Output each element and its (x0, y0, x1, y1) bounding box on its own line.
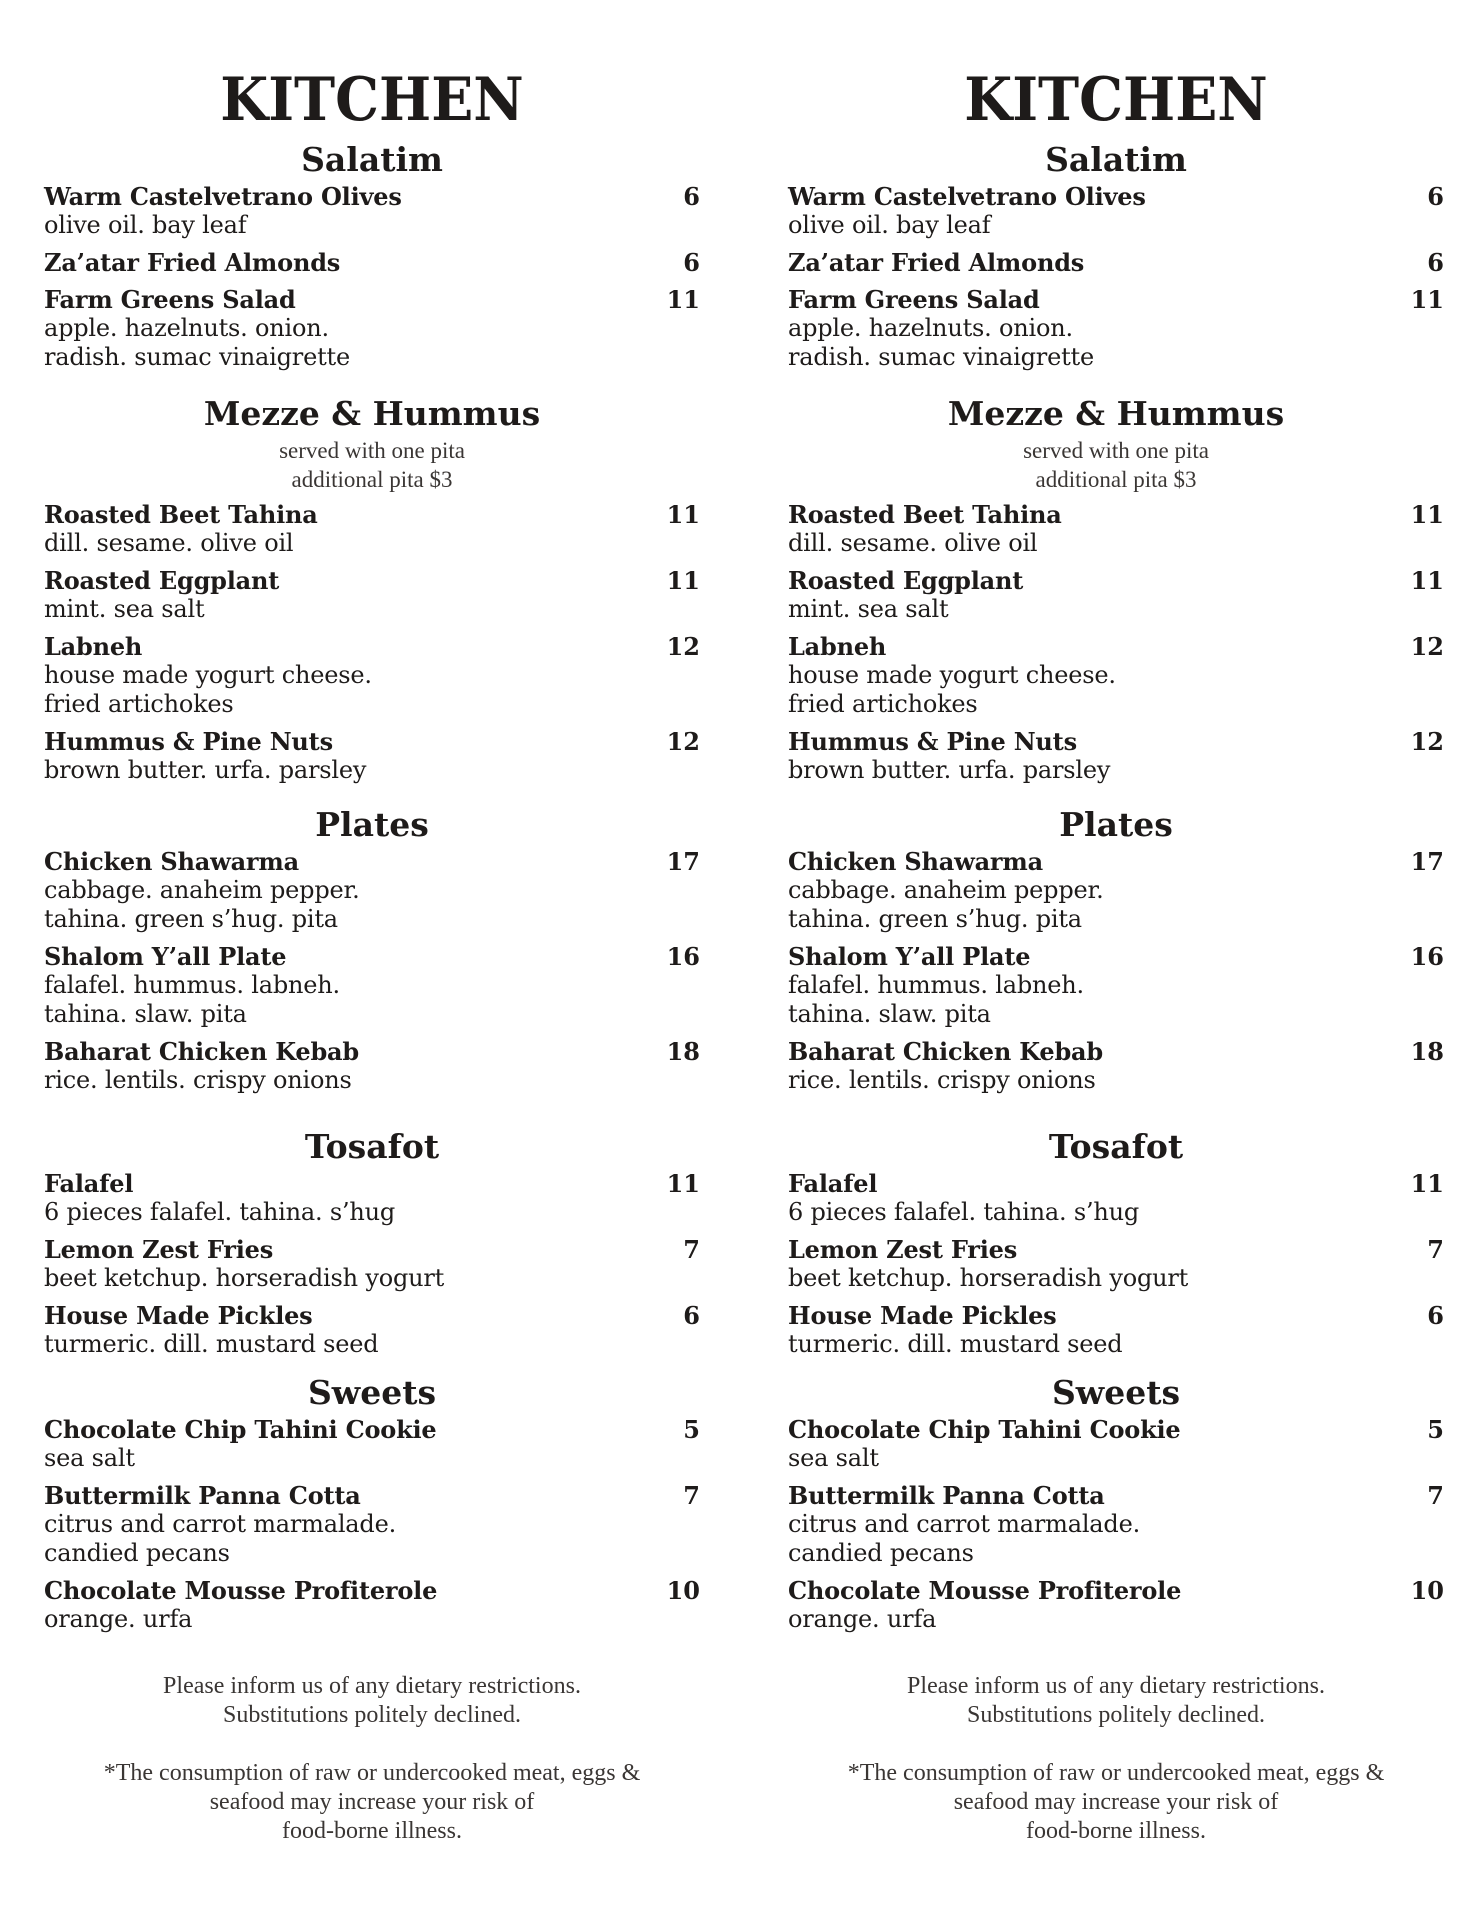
menu-item-price: 12 (1410, 727, 1444, 756)
menu-section (44, 1125, 700, 1359)
menu-item (788, 566, 1444, 624)
menu-item-description: orange. urfa (44, 1605, 193, 1633)
menu-item-row (44, 1235, 700, 1264)
menu-sections (788, 138, 1444, 1634)
menu-item (44, 1235, 700, 1293)
dietary-note: Please inform us of any dietary restrictions. Substitutions politely declined. (907, 1673, 1325, 1728)
menu-item-price: 7 (1427, 1481, 1444, 1510)
menu-item-row (44, 727, 700, 756)
section-title: Mezze & Hummus (203, 394, 541, 433)
menu-item-description: turmeric. dill. mustard seed (788, 1330, 1123, 1358)
menu-item-name: Chocolate Mousse Profiterole (44, 1576, 438, 1605)
menu-item-price: 7 (683, 1235, 700, 1264)
menu-item-row (44, 1169, 700, 1198)
menu-item (788, 1415, 1444, 1473)
menu-item-description: apple. hazelnuts. onion. radish. sumac vinaigrette (44, 314, 350, 371)
menu-item (44, 847, 700, 934)
menu-item-price: 5 (1427, 1415, 1444, 1444)
menu-item-name: Warm Castelvetrano Olives (44, 182, 402, 211)
menu-item-price: 18 (666, 1037, 700, 1066)
menu-item-name: Roasted Beet Tahina (44, 500, 318, 529)
menu-item-price: 6 (1427, 1301, 1444, 1330)
menu-item-row (788, 566, 1444, 595)
menu-section (44, 138, 700, 372)
menu-item (788, 248, 1444, 277)
menu-item-description: dill. sesame. olive oil (788, 529, 1038, 557)
menu-item (44, 1301, 700, 1359)
menu-item (44, 632, 700, 719)
menu-item (788, 1301, 1444, 1359)
menu-item-price: 17 (666, 847, 700, 876)
menu-item-description: house made yogurt cheese. fried artichokes (44, 661, 372, 718)
menu-item (788, 1235, 1444, 1293)
menu-item-price: 10 (1410, 1576, 1444, 1605)
menu-item (788, 847, 1444, 934)
menu-item-price: 16 (1410, 942, 1444, 971)
section-title: Sweets (1051, 1373, 1181, 1412)
menu-item-price: 6 (683, 182, 700, 211)
menu-item (788, 942, 1444, 1029)
menu-item-name: Farm Greens Salad (788, 285, 1040, 314)
menu-item-name: Falafel (44, 1169, 134, 1198)
menu-item-price: 6 (683, 1301, 700, 1330)
menu-item-description: citrus and carrot marmalade. candied pecans (788, 1510, 1140, 1567)
menu-item-price: 11 (666, 500, 700, 529)
menu-item-row (788, 182, 1444, 211)
menu-item-row (788, 847, 1444, 876)
menu-column-left (44, 62, 700, 1846)
menu-item-price: 11 (666, 285, 700, 314)
menu-item-row (44, 1415, 700, 1444)
menu-item-row (788, 942, 1444, 971)
menu-item-row (44, 566, 700, 595)
menu-item-price: 11 (1410, 500, 1444, 529)
menu-item (44, 285, 700, 372)
section-title: Tosafot (1048, 1127, 1184, 1166)
menu-item-name: Buttermilk Panna Cotta (44, 1481, 361, 1510)
menu-item-description: dill. sesame. olive oil (44, 529, 294, 557)
menu-item-row (788, 1576, 1444, 1605)
menu-item-price: 6 (1427, 248, 1444, 277)
menu-item-description: cabbage. anaheim pepper. tahina. green s’hug. pita (44, 876, 360, 933)
menu-item-name: Chicken Shawarma (44, 847, 299, 876)
menu-item-row (788, 1037, 1444, 1066)
menu-item-name: Chocolate Mousse Profiterole (788, 1576, 1182, 1605)
menu-item (44, 182, 700, 240)
menu-item-price: 12 (666, 727, 700, 756)
menu-item-name: Za’atar Fried Almonds (788, 248, 1085, 277)
menu-item-description: apple. hazelnuts. onion. radish. sumac vinaigrette (788, 314, 1094, 371)
menu-item-row (44, 942, 700, 971)
menu-item (44, 727, 700, 785)
menu-item-price: 5 (683, 1415, 700, 1444)
menu-item-name: Baharat Chicken Kebab (44, 1037, 359, 1066)
section-title: Tosafot (304, 1127, 440, 1166)
menu-item (788, 727, 1444, 785)
menu-item-name: Shalom Y’all Plate (788, 942, 1031, 971)
menu-item-name: House Made Pickles (44, 1301, 313, 1330)
menu-item (44, 1169, 700, 1227)
menu-item-description: beet ketchup. horseradish yogurt (788, 1264, 1189, 1292)
menu-item (44, 1037, 700, 1095)
menu-item-description: rice. lentils. crispy onions (788, 1066, 1096, 1094)
menu-item-price: 11 (1410, 285, 1444, 314)
menu-item-description: sea salt (788, 1444, 879, 1472)
menu-item-description: mint. sea salt (788, 595, 949, 623)
menu-item-row (788, 1481, 1444, 1510)
section-title: Sweets (307, 1373, 437, 1412)
menu-item-row (44, 285, 700, 314)
menu-item-name: Roasted Beet Tahina (788, 500, 1062, 529)
menu-item (788, 1481, 1444, 1568)
menu-item-description: orange. urfa (788, 1605, 937, 1633)
kitchen-title: KITCHEN (964, 65, 1268, 135)
menu-section (44, 803, 700, 1095)
menu-item (788, 285, 1444, 372)
menu-section (44, 392, 700, 785)
menu-item-price: 10 (666, 1576, 700, 1605)
menu-item (44, 1481, 700, 1568)
section-title: Mezze & Hummus (947, 394, 1285, 433)
section-note: served with one pita (279, 438, 465, 463)
menu-item-price: 12 (1410, 632, 1444, 661)
menu-sections (44, 138, 700, 1634)
menu-item (788, 1169, 1444, 1227)
menu-item-name: Baharat Chicken Kebab (788, 1037, 1103, 1066)
section-title: Plates (315, 805, 429, 844)
menu-item-price: 11 (666, 566, 700, 595)
dietary-note: Please inform us of any dietary restrictions. Substitutions politely declined. (163, 1673, 581, 1728)
menu-item-row (788, 1235, 1444, 1264)
menu-item-price: 7 (1427, 1235, 1444, 1264)
menu-item-price: 17 (1410, 847, 1444, 876)
menu-item-row (44, 1301, 700, 1330)
menu-item-row (788, 1301, 1444, 1330)
menu-item-description: falafel. hummus. labneh. tahina. slaw. pita (44, 971, 340, 1028)
menu-item-row (44, 500, 700, 529)
menu-item (44, 500, 700, 558)
menu-item-description: mint. sea salt (44, 595, 205, 623)
kitchen-title: KITCHEN (220, 65, 524, 135)
menu-item-name: Hummus & Pine Nuts (44, 727, 333, 756)
menu-item-row (788, 1415, 1444, 1444)
menu-item (44, 248, 700, 277)
menu-footer (44, 1672, 700, 1846)
menu-item-row (44, 182, 700, 211)
menu-item-row (44, 248, 700, 277)
menu-item-row (788, 1169, 1444, 1198)
menu-item-name: Za’atar Fried Almonds (44, 248, 341, 277)
menu-item-name: Falafel (788, 1169, 878, 1198)
menu-item-name: Chicken Shawarma (788, 847, 1043, 876)
menu-item-name: Farm Greens Salad (44, 285, 296, 314)
menu-item-description: 6 pieces falafel. tahina. s’hug (788, 1198, 1140, 1226)
menu-item-price: 6 (683, 248, 700, 277)
section-title: Plates (1059, 805, 1173, 844)
menu-item-description: brown butter. urfa. parsley (788, 756, 1111, 784)
consumption-warning: *The consumption of raw or undercooked meat, eggs & seafood may increase your risk of food-borne illness. (847, 1760, 1385, 1844)
section-note: additional pita $3 (1035, 467, 1197, 492)
menu-item-row (788, 248, 1444, 277)
menu-item-description: citrus and carrot marmalade. candied pecans (44, 1510, 396, 1567)
menu-item (788, 632, 1444, 719)
menu-item (44, 942, 700, 1029)
menu-item-description: turmeric. dill. mustard seed (44, 1330, 379, 1358)
menu-item-description: house made yogurt cheese. fried artichokes (788, 661, 1116, 718)
menu-item-name: Hummus & Pine Nuts (788, 727, 1077, 756)
menu-item (788, 1576, 1444, 1634)
menu-item (44, 1415, 700, 1473)
menu-item-price: 11 (1410, 566, 1444, 595)
menu-section (788, 392, 1444, 785)
menu-item-price: 6 (1427, 182, 1444, 211)
menu-item (44, 1576, 700, 1634)
menu-item-price: 11 (666, 1169, 700, 1198)
menu-item-description: brown butter. urfa. parsley (44, 756, 367, 784)
menu-section (44, 1371, 700, 1634)
menu-column-right (788, 62, 1444, 1846)
menu-item-price: 12 (666, 632, 700, 661)
menu-item-description: beet ketchup. horseradish yogurt (44, 1264, 445, 1292)
menu-item-name: House Made Pickles (788, 1301, 1057, 1330)
menu-item-description: olive oil. bay leaf (788, 211, 991, 239)
menu-item-row (44, 632, 700, 661)
menu-item-price: 18 (1410, 1037, 1444, 1066)
menu-section (788, 803, 1444, 1095)
menu-item-row (44, 1576, 700, 1605)
menu-item-name: Shalom Y’all Plate (44, 942, 287, 971)
menu-section (788, 1125, 1444, 1359)
section-title: Salatim (1045, 140, 1187, 179)
menu-item-row (788, 285, 1444, 314)
menu-item-name: Lemon Zest Fries (44, 1235, 274, 1264)
menu-item-name: Chocolate Chip Tahini Cookie (44, 1415, 437, 1444)
menu-item-name: Buttermilk Panna Cotta (788, 1481, 1105, 1510)
menu-item (788, 1037, 1444, 1095)
menu-item-row (788, 500, 1444, 529)
menu-footer (788, 1672, 1444, 1846)
menu-section (788, 138, 1444, 372)
menu-item-description: falafel. hummus. labneh. tahina. slaw. pita (788, 971, 1084, 1028)
menu-item-description: 6 pieces falafel. tahina. s’hug (44, 1198, 396, 1226)
menu-item-price: 11 (1410, 1169, 1444, 1198)
section-note: served with one pita (1023, 438, 1209, 463)
menu-item-row (44, 1037, 700, 1066)
menu-item-description: sea salt (44, 1444, 135, 1472)
menu-item-row (44, 847, 700, 876)
menu-item (788, 182, 1444, 240)
section-note: additional pita $3 (291, 467, 453, 492)
consumption-warning: *The consumption of raw or undercooked meat, eggs & seafood may increase your risk of food-borne illness. (103, 1760, 641, 1844)
menu-item-row (44, 1481, 700, 1510)
menu-item-row (788, 632, 1444, 661)
menu-item-name: Chocolate Chip Tahini Cookie (788, 1415, 1181, 1444)
menu-item-name: Labneh (44, 632, 143, 661)
menu-item-description: olive oil. bay leaf (44, 211, 247, 239)
menu-item-name: Roasted Eggplant (44, 566, 280, 595)
menu-item-description: rice. lentils. crispy onions (44, 1066, 352, 1094)
menu-item-name: Warm Castelvetrano Olives (788, 182, 1146, 211)
menu-item-name: Labneh (788, 632, 887, 661)
menu-section (788, 1371, 1444, 1634)
menu-item-name: Lemon Zest Fries (788, 1235, 1018, 1264)
menu-item-price: 16 (666, 942, 700, 971)
section-title: Salatim (301, 140, 443, 179)
menu-item-description: cabbage. anaheim pepper. tahina. green s’hug. pita (788, 876, 1104, 933)
menu-item (44, 566, 700, 624)
menu-item-price: 7 (683, 1481, 700, 1510)
menu-item-row (788, 727, 1444, 756)
menu-item (788, 500, 1444, 558)
menu-item-name: Roasted Eggplant (788, 566, 1024, 595)
